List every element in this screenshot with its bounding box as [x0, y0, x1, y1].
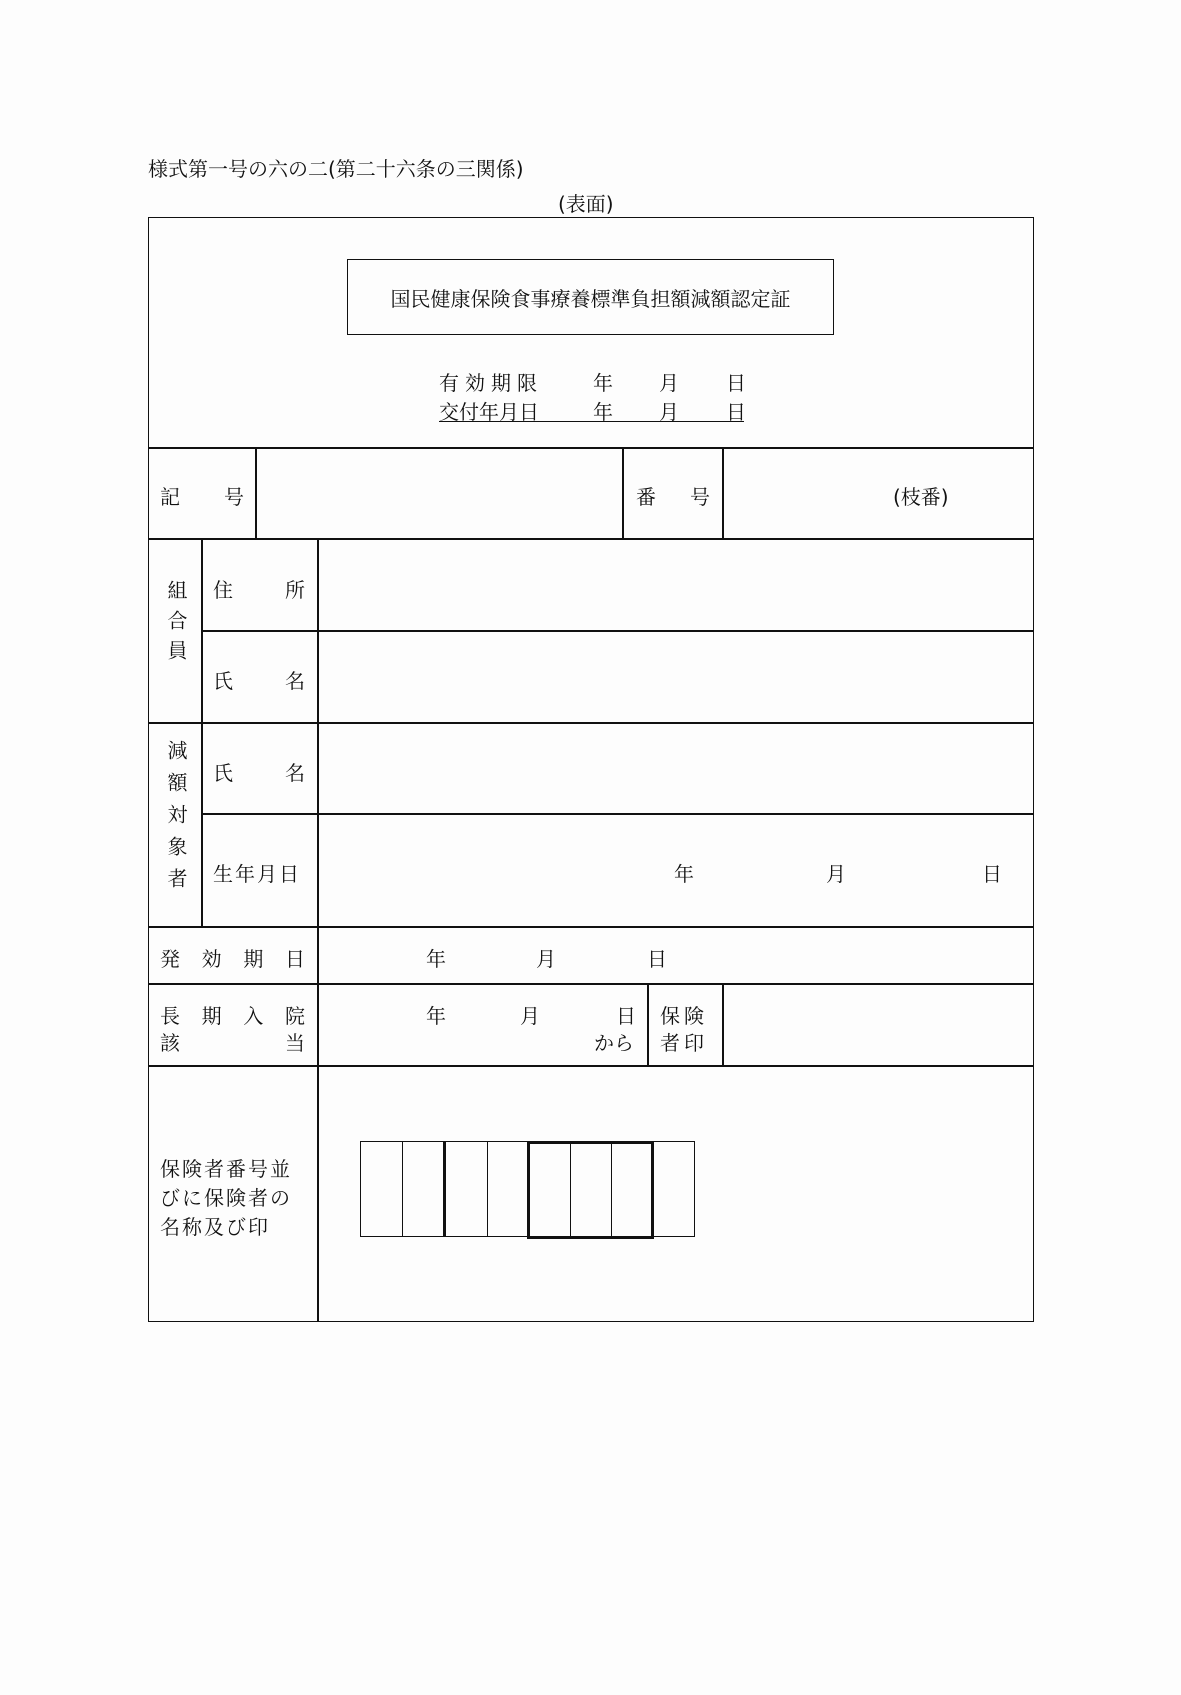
target-name-label: 氏 名: [213, 761, 305, 785]
long-term-year: 年: [426, 1004, 446, 1028]
from-label: から: [594, 1031, 634, 1055]
issue-date-row: [439, 396, 744, 422]
effective-year: 年: [426, 947, 446, 971]
side-label: (表面): [558, 192, 614, 216]
member-group-label: 組合員: [164, 580, 188, 670]
birth-month: 月: [826, 862, 846, 886]
issue-day: 日: [726, 400, 746, 424]
insurer-info-label: 保険者番号並 びに保険者の 名称及び印: [160, 1157, 292, 1239]
member-name-field[interactable]: [319, 632, 1033, 721]
long-term-month: 月: [520, 1004, 540, 1028]
issue-month: 月: [659, 400, 679, 424]
effective-date-label: 発 効 期 日: [160, 947, 305, 971]
number-label: 番 号: [636, 485, 710, 509]
branch-number-label: (枝番): [893, 485, 949, 509]
birth-year: 年: [674, 862, 694, 886]
card-title-box: [347, 259, 834, 335]
effective-month: 月: [536, 947, 556, 971]
insurer-number-digit-cell[interactable]: [361, 1142, 403, 1236]
address-label: 住 所: [213, 578, 305, 602]
symbol-label: 記 号: [160, 485, 244, 509]
insurer-number-bold-group: [527, 1141, 654, 1239]
validity-month: 月: [659, 371, 679, 395]
target-group-label: 減額対象者: [164, 740, 188, 900]
issue-year: 年: [593, 400, 613, 424]
insurer-number-digit-cell[interactable]: [403, 1142, 447, 1236]
insurer-seal-label-2: 者印: [660, 1031, 708, 1055]
card-title: 国民健康保険食事療養標準負担額減額認定証: [390, 286, 791, 311]
symbol-field[interactable]: [256, 449, 621, 537]
form-number: 様式第一号の六の二(第二十六条の三関係): [148, 157, 524, 181]
insurer-seal-field[interactable]: [724, 985, 1033, 1064]
validity-day: 日: [726, 371, 746, 395]
member-name-label: 氏 名: [213, 669, 305, 693]
insurer-number-digit-cell[interactable]: [446, 1142, 488, 1236]
long-term-label-2: 該 当: [160, 1031, 305, 1055]
address-field[interactable]: [319, 540, 1033, 629]
validity-year: 年: [593, 371, 613, 395]
long-term-day: 日: [616, 1004, 636, 1028]
insurer-number-digit-cell[interactable]: [654, 1142, 695, 1236]
effective-day: 日: [647, 947, 667, 971]
validity-label: 有効期限: [439, 371, 543, 395]
target-name-field[interactable]: [319, 724, 1033, 812]
birth-label: 生年月日: [213, 862, 301, 886]
insurer-seal-label: 保険: [660, 1004, 708, 1028]
issue-label: 交付年月日: [439, 400, 539, 424]
long-term-label: 長 期 入 院: [160, 1004, 305, 1028]
insurer-number-digit-cell[interactable]: [488, 1142, 530, 1236]
birth-day: 日: [982, 862, 1002, 886]
